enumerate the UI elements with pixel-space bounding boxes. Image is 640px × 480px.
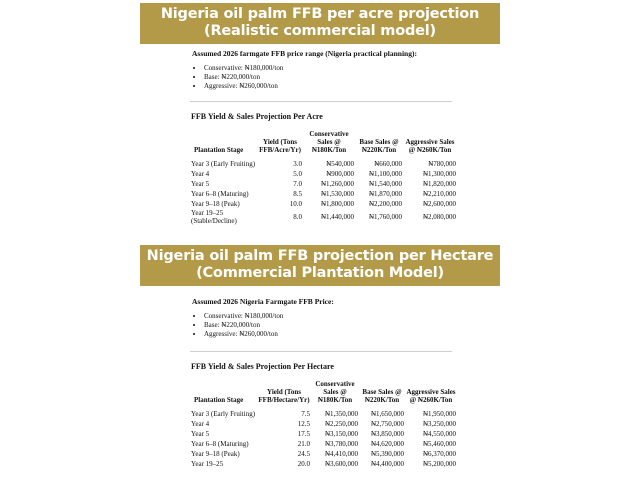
table-row (190, 200, 457, 210)
cell-base: ₦1,650,000 (370, 410, 404, 419)
cell-aggressive: ₦1,820,000 (422, 180, 456, 189)
acre-banner-title: Nigeria oil palm FFB per acre projection (160, 6, 480, 22)
cell-conservative: ₦2,250,000 (324, 420, 358, 429)
acre-assumption-title: Assumed 2026 farmgate FFB price range (Nigeria practical planning): (192, 49, 417, 58)
cell-aggressive: ₦5,460,000 (422, 440, 456, 449)
table-header-row (190, 380, 457, 410)
cell-stage: Year 9–18 (Peak) (191, 200, 240, 209)
cell-stage: Year 9–18 (Peak) (191, 450, 240, 459)
cell-conservative: ₦900,000 (326, 170, 354, 179)
acre-assumption-item: • Base: ₦220,000/ton (204, 73, 500, 82)
hectare-banner-title: Nigeria oil palm FFB projection per Hectare (146, 248, 494, 264)
cell-conservative: ₦1,350,000 (324, 410, 358, 419)
cell-base: ₦1,100,000 (368, 170, 402, 179)
cell-yield: 20.0 (297, 460, 310, 469)
table-row (190, 430, 457, 440)
hectare-assumption-item: • Conservative: ₦180,000/ton (204, 312, 500, 321)
cell-aggressive: ₦780,000 (428, 160, 456, 169)
cell-yield: 12.5 (297, 420, 310, 429)
cell-conservative: ₦1,800,000 (320, 200, 354, 209)
cell-yield: 21.0 (297, 440, 310, 449)
header-aggressive: Aggressive Sales @ ₦260K/Ton (405, 138, 455, 154)
cell-base: ₦4,620,000 (370, 440, 404, 449)
acre-assumption-list (140, 64, 500, 91)
table-row (190, 410, 457, 420)
cell-conservative: ₦1,530,000 (320, 190, 354, 199)
table-row (190, 450, 457, 460)
cell-base: ₦1,760,000 (368, 212, 402, 221)
cell-aggressive: ₦2,080,000 (422, 212, 456, 221)
table-row (190, 170, 457, 180)
header-conservative: Conservative Sales @ ₦180K/Ton (309, 130, 349, 154)
table-row (190, 190, 457, 200)
header-stage: Plantation Stage (194, 396, 244, 404)
cell-aggressive: ₦2,210,000 (422, 190, 456, 199)
acre-assumptions (140, 49, 500, 91)
cell-aggressive: ₦5,200,000 (422, 460, 456, 469)
cell-stage: Year 4 (191, 170, 210, 179)
cell-base: ₦2,750,000 (370, 420, 404, 429)
cell-stage: Year 3 (Early Fruiting) (191, 410, 256, 419)
cell-conservative: ₦540,000 (326, 160, 354, 169)
cell-yield: 8.0 (293, 212, 302, 221)
cell-stage: Year 6–8 (Maturing) (191, 440, 249, 449)
cell-yield: 24.5 (297, 450, 310, 459)
table-row (190, 420, 457, 430)
cell-stage: Year 19–25 (Stable/Decline) (191, 209, 237, 225)
cell-base: ₦5,390,000 (370, 450, 404, 459)
cell-base: ₦3,850,000 (370, 430, 404, 439)
cell-conservative: ₦3,780,000 (324, 440, 358, 449)
hectare-table-title: FFB Yield & Sales Projection Per Hectare (191, 362, 334, 371)
cell-aggressive: ₦1,950,000 (422, 410, 456, 419)
cell-conservative: ₦4,410,000 (324, 450, 358, 459)
cell-conservative: ₦1,440,000 (320, 212, 354, 221)
cell-aggressive: ₦6,370,000 (422, 450, 456, 459)
cell-aggressive: ₦3,250,000 (422, 420, 456, 429)
cell-aggressive: ₦1,300,000 (422, 170, 456, 179)
header-aggressive: Aggressive Sales @ ₦260K/Ton (406, 388, 456, 404)
header-base: Base Sales @ ₦220K/Ton (362, 388, 402, 404)
cell-stage: Year 3 (Early Fruiting) (191, 160, 256, 169)
cell-base: ₦2,200,000 (368, 200, 402, 209)
acre-table (190, 130, 457, 225)
cell-stage: Year 19–25 (191, 460, 224, 469)
hectare-banner (140, 245, 500, 286)
cell-yield: 3.0 (293, 160, 302, 169)
cell-yield: 7.5 (301, 410, 310, 419)
hectare-assumption-list (140, 312, 500, 339)
hectare-table (190, 380, 457, 470)
acre-divider (190, 101, 452, 102)
header-conservative: Conservative Sales @ ₦180K/Ton (315, 380, 355, 404)
table-row (190, 460, 457, 470)
hectare-divider (190, 351, 452, 352)
acre-table-title: FFB Yield & Sales Projection Per Acre (191, 112, 323, 121)
hectare-assumptions (140, 297, 500, 339)
acre-banner (140, 3, 500, 44)
cell-conservative: ₦1,260,000 (320, 180, 354, 189)
header-yield: Yield (Tons FFB/Hectare/Yr) (258, 388, 310, 404)
table-row (190, 160, 457, 170)
cell-yield: 10.0 (289, 200, 302, 209)
cell-stage: Year 5 (191, 180, 210, 189)
cell-base: ₦660,000 (374, 160, 402, 169)
acre-assumption-item: • Aggressive: ₦260,000/ton (204, 82, 500, 91)
cell-aggressive: ₦2,600,000 (422, 200, 456, 209)
cell-conservative: ₦3,600,000 (324, 460, 358, 469)
cell-stage: Year 6–8 (Maturing) (191, 190, 249, 199)
cell-base: ₦4,400,000 (370, 460, 404, 469)
cell-yield: 7.0 (293, 180, 302, 189)
table-row (190, 180, 457, 190)
cell-base: ₦1,540,000 (368, 180, 402, 189)
cell-conservative: ₦3,150,000 (324, 430, 358, 439)
cell-aggressive: ₦4,550,000 (422, 430, 456, 439)
header-stage: Plantation Stage (194, 146, 244, 154)
table-row (190, 440, 457, 450)
acre-banner-subtitle: (Realistic commercial model) (204, 23, 436, 39)
hectare-assumption-title: Assumed 2026 Nigeria Farmgate FFB Price: (192, 297, 334, 306)
cell-yield: 5.0 (293, 170, 302, 179)
hectare-assumption-item: • Base: ₦220,000/ton (204, 321, 500, 330)
header-base: Base Sales @ ₦220K/Ton (359, 138, 399, 154)
table-row (190, 210, 457, 225)
acre-assumption-item: • Conservative: ₦180,000/ton (204, 64, 500, 73)
cell-base: ₦1,870,000 (368, 190, 402, 199)
hectare-banner-subtitle: (Commercial Plantation Model) (196, 265, 444, 281)
cell-yield: 8.5 (293, 190, 302, 199)
cell-stage: Year 5 (191, 430, 210, 439)
cell-yield: 17.5 (297, 430, 310, 439)
hectare-assumption-item: • Aggressive: ₦260,000/ton (204, 330, 500, 339)
header-yield: Yield (Tons FFB/Acre/Yr) (259, 138, 301, 154)
table-header-row (190, 130, 457, 160)
cell-stage: Year 4 (191, 420, 210, 429)
